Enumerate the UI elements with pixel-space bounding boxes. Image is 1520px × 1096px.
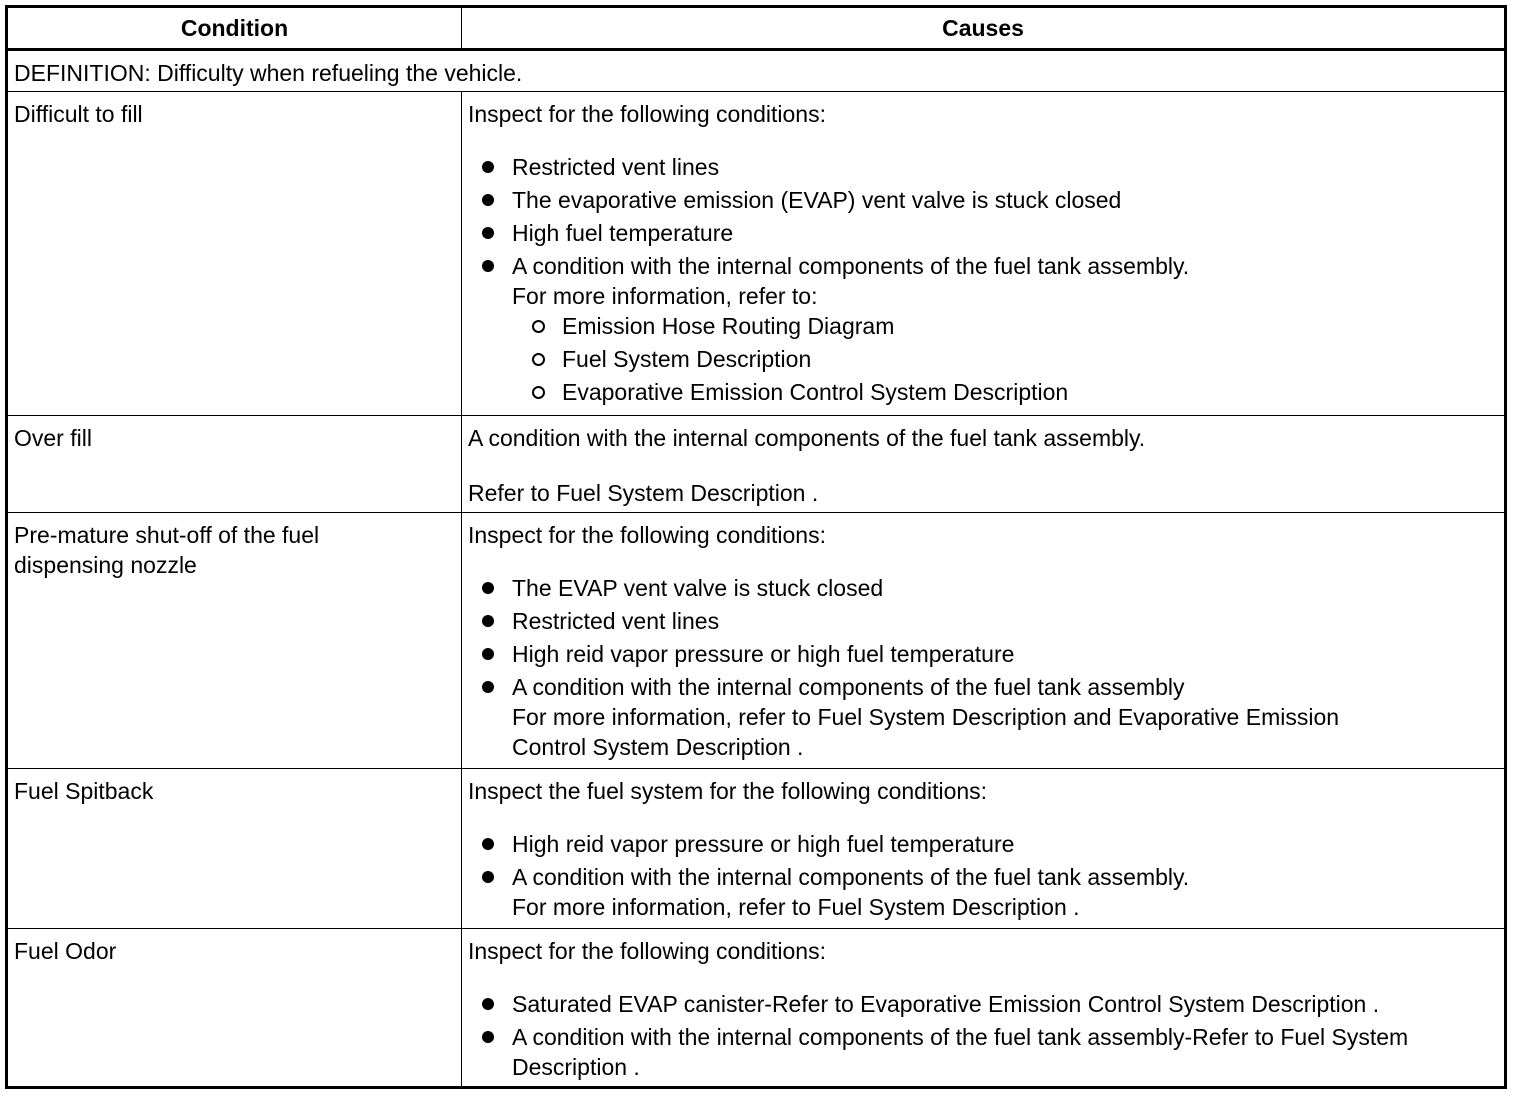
causes-cell [462,769,1506,929]
condition-cell: Difficult to fill [7,92,462,416]
bullet-icon [482,615,494,627]
bullet-icon [482,227,494,239]
condition-cell: Pre-mature shut-off of the fuel dispensing nozzle [7,513,462,769]
causes-intro: Inspect the fuel system for the following conditions: [468,778,988,804]
cause-item: Saturated EVAP canister-Refer to Evaporative Emission Control System Description . [512,989,1498,1019]
cause-item: High reid vapor pressure or high fuel temperature [512,829,1498,859]
bullet-icon [482,260,494,272]
cause-item: Restricted vent lines [512,606,1498,636]
cause-list [468,573,1498,762]
table-row [7,416,1506,513]
sub-item: Fuel System Description [562,344,1498,374]
definition-text: DEFINITION: Difficulty when refueling the vehicle. [7,50,1506,92]
bullet-icon [482,681,494,693]
bullet-icon [482,871,494,883]
table-header-row [7,7,1506,50]
bullet-icon [482,161,494,173]
causes-header: Causes [462,7,1506,50]
condition-cell: Fuel Spitback [7,769,462,929]
bullet-icon [482,838,494,850]
bullet-icon [482,998,494,1010]
table-row [7,513,1506,769]
cause-item: High fuel temperature [512,218,1498,248]
condition-header: Condition [7,7,462,50]
causes-cell [462,513,1506,769]
diagnosis-table [5,5,1507,1089]
cause-line: A condition with the internal components of the fuel tank assembly. [468,425,1146,451]
cause-list [468,829,1498,922]
sub-item: Evaporative Emission Control System Description [562,377,1498,407]
cause-item: A condition with the internal components of the fuel tank assembly For more information, refer to Fuel System Description and Evaporative Emission Control System Description . [512,672,1498,762]
cause-list [468,989,1498,1082]
cause-item: The evaporative emission (EVAP) vent valve is stuck closed [512,185,1498,215]
cause-item: A condition with the internal components of the fuel tank assembly. For more information, refer to: Emission Hose Routing Diagram Fuel System Description Evaporative Emission Control System Description [512,251,1498,407]
cause-line: Refer to Fuel System Description . [468,480,819,506]
cause-item: A condition with the internal components of the fuel tank assembly. For more information, refer to Fuel System Description . [512,862,1498,922]
bullet-icon [482,1031,494,1043]
cause-item: High reid vapor pressure or high fuel temperature [512,639,1498,669]
cause-note: For more information, refer to Fuel System Description . [512,894,1080,920]
bullet-icon [482,648,494,660]
causes-intro: Inspect for the following conditions: [468,101,826,127]
condition-cell: Fuel Odor [7,929,462,1088]
causes-intro: Inspect for the following conditions: [468,522,826,548]
causes-cell [462,416,1506,513]
cause-item: Restricted vent lines [512,152,1498,182]
sub-item: Emission Hose Routing Diagram [562,311,1498,341]
sub-list [512,311,1498,407]
bullet-icon [482,194,494,206]
table-row [7,929,1506,1088]
definition-row [7,50,1506,92]
causes-intro: Inspect for the following conditions: [468,938,826,964]
circle-bullet-icon [532,353,545,366]
table-row [7,92,1506,416]
cause-note: For more information, refer to Fuel System Description and Evaporative Emission Control System Description . [512,704,1340,760]
circle-bullet-icon [532,386,545,399]
condition-cell: Over fill [7,416,462,513]
cause-note: For more information, refer to: [512,283,818,309]
causes-cell [462,929,1506,1088]
bullet-icon [482,582,494,594]
causes-cell [462,92,1506,416]
circle-bullet-icon [532,320,545,333]
cause-item: A condition with the internal components of the fuel tank assembly-Refer to Fuel System Description . [512,1022,1498,1082]
table-row [7,769,1506,929]
cause-item: The EVAP vent valve is stuck closed [512,573,1498,603]
cause-list [468,152,1498,407]
